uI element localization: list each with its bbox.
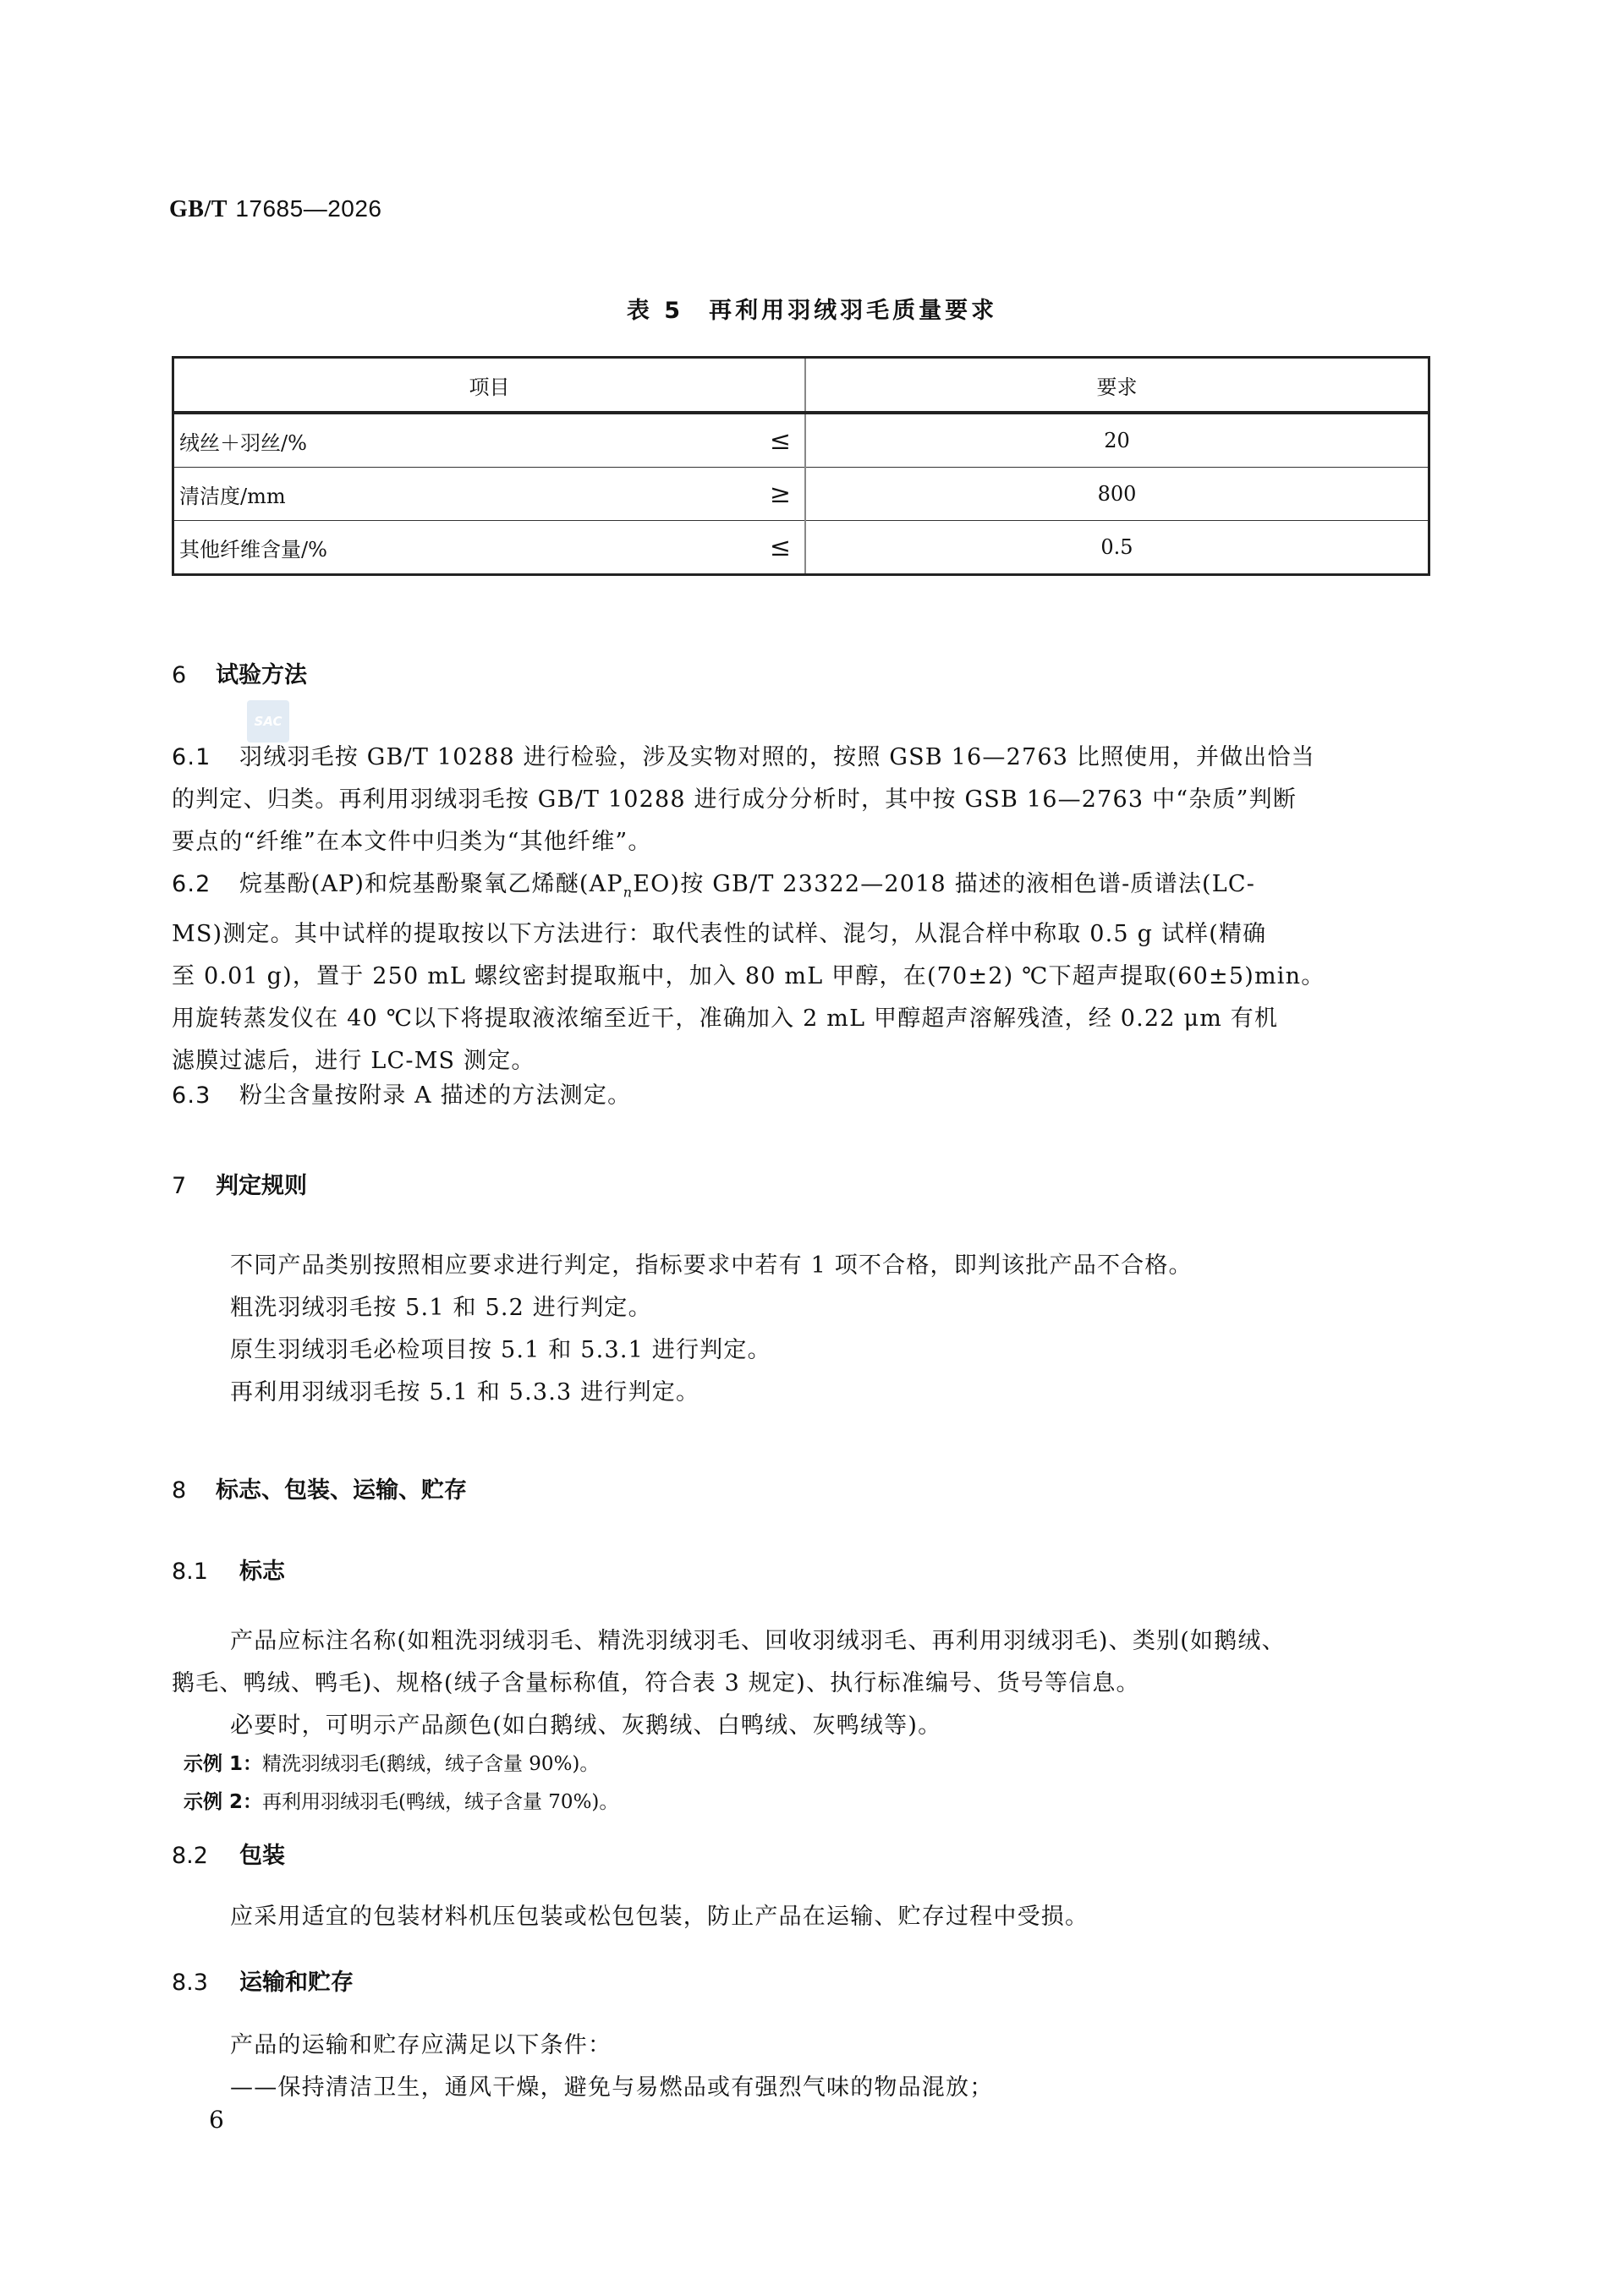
- example-1: [184, 1748, 599, 1776]
- clause-number: 6.1: [172, 744, 211, 770]
- clause-text: 烷基酚(AP)和烷基酚聚氧乙烯醚(AP: [239, 871, 623, 897]
- clause-6-3: [172, 1075, 631, 1117]
- section-title: 判定规则: [216, 1173, 307, 1199]
- clause-line: 的判定、归类。再利用羽绒羽毛按 GB/T 10288 进行成分分析时，其中按 GSB 16—2763 中“杂质”判断: [172, 786, 1298, 813]
- standard-prefix: GB/T: [169, 196, 228, 222]
- clause-6-2: [172, 863, 1325, 1082]
- example-text: 再利用羽绒羽毛(鸭绒，绒子含量 70%)。: [262, 1791, 619, 1813]
- relation-symbol: ≥: [769, 479, 791, 509]
- clause-6-1: [172, 737, 1315, 863]
- column-header-requirement: 要求: [805, 358, 1429, 414]
- table-caption-title: 再利用羽绒羽毛质量要求: [709, 298, 998, 324]
- clause-line: 要点的“纤维”在本文件中归类为“其他纤维”。: [172, 829, 652, 855]
- clause-line: [172, 737, 1315, 779]
- standard-code: [169, 195, 381, 223]
- relation-symbol: ≤: [769, 426, 791, 456]
- clause-text: EO)按 GB/T 23322—2018 描述的液相色谱-质谱法(LC-: [633, 871, 1256, 897]
- section-7-body: [230, 1245, 1193, 1414]
- row-value: 0.5: [805, 521, 1429, 575]
- row-item-cell: [173, 468, 806, 521]
- paragraph: 不同产品类别按照相应要求进行判定，指标要求中若有 1 项不合格，即判该批产品不合格。: [230, 1252, 1193, 1279]
- row-item-label: 绒丝＋羽丝/%: [179, 430, 307, 455]
- clause-line: 用旋转蒸发仪在 40 ℃以下将提取液浓缩至近干，准确加入 2 mL 甲醇超声溶解残渣，经 0.22 μm 有机: [172, 1006, 1279, 1033]
- standard-number: 17685—2026: [235, 195, 382, 222]
- clause-number: 8.3: [172, 1970, 208, 1996]
- section-6-heading: [172, 656, 307, 689]
- row-item-cell: [173, 521, 806, 575]
- clause-8-2-heading: [172, 1837, 285, 1870]
- paragraph: 再利用羽绒羽毛按 5.1 和 5.3.3 进行判定。: [230, 1379, 700, 1406]
- clause-number: 8.1: [172, 1559, 208, 1585]
- sac-watermark-icon: SAC: [247, 700, 289, 743]
- row-item-label: 其他纤维含量/%: [179, 537, 327, 562]
- section-title: 试验方法: [216, 662, 307, 688]
- row-value: 800: [805, 468, 1429, 521]
- requirements-table: [172, 356, 1430, 576]
- table-caption-label: 表 5: [626, 298, 684, 324]
- page-number: 6: [209, 2106, 224, 2134]
- row-item-cell: [173, 413, 806, 468]
- section-number: 6: [172, 662, 187, 688]
- example-label: 示例 2：: [184, 1791, 263, 1813]
- clause-number: 6.2: [172, 871, 211, 897]
- clause-number: 8.2: [172, 1843, 208, 1869]
- clause-line: [172, 863, 1325, 913]
- table-header-row: [173, 358, 1429, 414]
- table-row: [173, 521, 1429, 575]
- relation-symbol: ≤: [769, 533, 791, 562]
- clause-8-1-body: [172, 1620, 1286, 1747]
- column-header-item: 项目: [173, 358, 806, 414]
- section-7-heading: [172, 1167, 307, 1200]
- paragraph: 粗洗羽绒羽毛按 5.1 和 5.2 进行判定。: [230, 1295, 652, 1321]
- table-caption: [0, 292, 1624, 325]
- example-label: 示例 1：: [184, 1753, 263, 1775]
- paragraph-line: 鹅毛、鸭绒、鸭毛)、规格(绒子含量标称值，符合表 3 规定)、执行标准编号、货号等信息。: [172, 1670, 1140, 1696]
- paragraph-line: 产品应标注名称(如粗洗羽绒羽毛、精洗羽绒羽毛、回收羽绒羽毛、再利用羽绒羽毛)、类别(如鹅绒、: [230, 1628, 1286, 1654]
- section-number: 7: [172, 1173, 187, 1199]
- section-8-heading: [172, 1471, 467, 1504]
- clause-8-2-body: 应采用适宜的包装材料机压包装或松包包装，防止产品在运输、贮存过程中受损。: [230, 1904, 1089, 1930]
- row-item-label: 清洁度/mm: [179, 484, 286, 508]
- example-2: [184, 1786, 618, 1814]
- clause-line: MS)测定。其中试样的提取按以下方法进行：取代表性的试样、混匀，从混合样中称取 0.5 g 试样(精确: [172, 921, 1267, 948]
- clause-line: 至 0.01 g)，置于 250 mL 螺纹密封提取瓶中，加入 80 mL 甲醇，在(70±2) ℃下超声提取(60±5)min。: [172, 963, 1325, 990]
- section-number: 8: [172, 1477, 187, 1504]
- clause-text: 羽绒羽毛按 GB/T 10288 进行检验，涉及实物对照的，按照 GSB 16—2763 比照使用，并做出恰当: [239, 744, 1315, 770]
- clause-text: 粉尘含量按附录 A 描述的方法测定。: [239, 1082, 632, 1109]
- list-item: ——保持清洁卫生，通风干燥，避免与易燃品或有强烈气味的物品混放；: [230, 2074, 994, 2101]
- section-title: 标志、包装、运输、贮存: [216, 1477, 467, 1504]
- clause-title: 包装: [239, 1843, 285, 1869]
- clause-number: 6.3: [172, 1082, 211, 1109]
- row-value: 20: [805, 413, 1429, 468]
- paragraph: 产品的运输和贮存应满足以下条件：: [230, 2032, 612, 2058]
- example-text: 精洗羽绒羽毛(鹅绒，绒子含量 90%)。: [262, 1753, 600, 1775]
- table-row: [173, 468, 1429, 521]
- clause-title: 标志: [239, 1559, 285, 1585]
- table-row: [173, 413, 1429, 468]
- clause-8-3-body: [230, 2025, 993, 2109]
- paragraph: 原生羽绒羽毛必检项目按 5.1 和 5.3.1 进行判定。: [230, 1337, 771, 1363]
- subscript-n: n: [623, 884, 634, 901]
- clause-line: 滤膜过滤后，进行 LC-MS 测定。: [172, 1048, 535, 1075]
- paragraph: 必要时，可明示产品颜色(如白鹅绒、灰鹅绒、白鸭绒、灰鸭绒等)。: [230, 1712, 942, 1739]
- clause-8-3-heading: [172, 1964, 354, 1997]
- clause-8-1-heading: [172, 1553, 285, 1586]
- clause-title: 运输和贮存: [239, 1970, 354, 1996]
